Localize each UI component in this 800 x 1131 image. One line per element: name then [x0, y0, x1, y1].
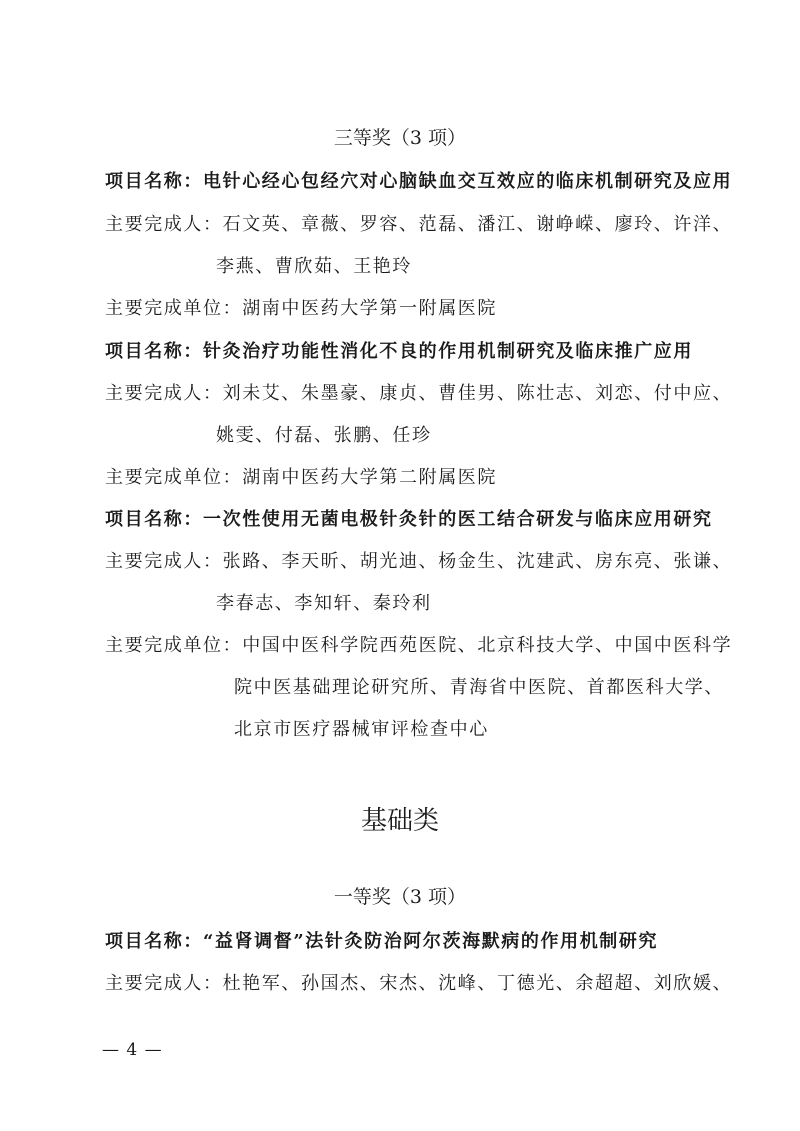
project-unit: 主要完成单位：湖南中医药大学第一附属医院 — [105, 298, 497, 319]
project-persons: 主要完成人：杜艳军、孙国杰、宋杰、沈峰、丁德光、余超超、刘欣媛、 — [105, 973, 733, 994]
project-persons: 主要完成人：刘未艾、朱墨豪、康贞、曹佳男、陈壮志、刘恋、付中应、 — [105, 383, 733, 404]
project-unit-continued: 北京市医疗器械审评检查中心 — [234, 719, 489, 740]
section-heading-first-prize: 一等奖（3 项） — [333, 886, 467, 908]
project-title: 项目名称：针灸治疗功能性消化不良的作用机制研究及临床推广应用 — [105, 341, 693, 362]
project-persons-continued: 姚雯、付磊、张鹏、任珍 — [216, 425, 432, 446]
section-heading-third-prize: 三等奖（3 项） — [333, 127, 467, 149]
project-unit-continued: 院中医基础理论研究所、青海省中医院、首都医科大学、 — [234, 677, 724, 698]
project-persons-continued: 李燕、曹欣茹、王艳玲 — [216, 256, 412, 277]
project-unit: 主要完成单位：湖南中医药大学第二附属医院 — [105, 467, 497, 488]
page-number: — 4 — — [102, 1040, 163, 1060]
project-unit: 主要完成单位：中国中医科学院西苑医院、北京科技大学、中国中医科学 — [105, 635, 733, 656]
project-title: 项目名称：电针心经心包经穴对心脑缺血交互效应的临床机制研究及应用 — [105, 171, 733, 192]
project-title: 项目名称：一次性使用无菌电极针灸针的医工结合研发与临床应用研究 — [105, 509, 713, 530]
project-persons-continued: 李春志、李知轩、秦玲利 — [216, 593, 432, 614]
project-persons: 主要完成人：石文英、章薇、罗容、范磊、潘江、谢峥嵘、廖玲、许洋、 — [105, 214, 733, 235]
project-title: 项目名称：“益肾调督”法针灸防治阿尔茨海默病的作用机制研究 — [105, 931, 659, 952]
category-title: 基础类 — [360, 806, 439, 836]
project-persons: 主要完成人：张路、李天昕、胡光迪、杨金生、沈建武、房东亮、张谦、 — [105, 551, 733, 572]
